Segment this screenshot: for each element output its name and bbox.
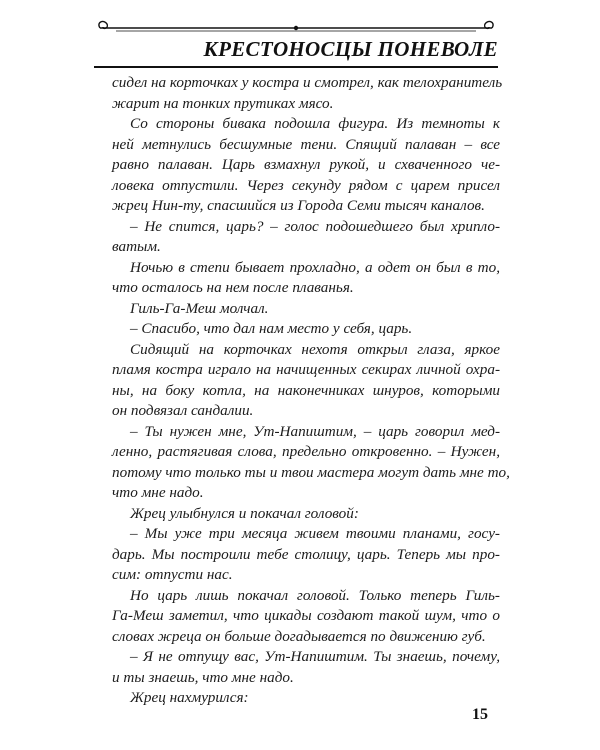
text-line: словах жреца он больше догадывается по движению губ. <box>112 627 486 645</box>
text-line: что мне надо. <box>112 484 204 501</box>
text-line: пламя костра играло на начищенных секирах личной охра- <box>112 361 500 378</box>
text-line: ватым. <box>112 238 161 255</box>
text-line: Га-Меш заметил, что цикады создают такой шум, что о <box>112 607 500 624</box>
text-line: и ты знаешь, что мне надо. <box>112 668 294 686</box>
text-line: жрец Нин-ту, спасшийся из Города Семи тысяч каналов. <box>112 197 485 214</box>
header-rule <box>94 66 498 68</box>
text-line: Сидящий на корточках нехотя открыл глаза, яркое <box>130 340 500 358</box>
text-line: он подвязал сандалии. <box>112 402 254 419</box>
running-title: КРЕСТОНОСЦЫ ПОНЕВОЛЕ <box>203 37 498 61</box>
text-line: Жрец улыбнулся и покачал головой: <box>130 504 359 522</box>
text-line: потому что только ты и твои мастера могут дать мне то, <box>112 463 510 481</box>
text-line: ны, на боку котла, на наконечниках шнуров, которыми <box>112 381 500 399</box>
text-line: ленно, растягивая слова, предельно откровенно. – Нужен, <box>112 443 500 460</box>
text-line: – Мы уже три месяца живем твоими планами, госу- <box>130 525 500 542</box>
text-line: равно палаван. Царь взмахнул рукой, и схваченного че- <box>112 156 500 173</box>
text-line: Ночью в степи бывает прохладно, а одет он был в то, <box>130 258 500 276</box>
text-line: Гиль-Га-Меш молчал. <box>130 299 269 317</box>
text-line: сидел на корточках у костра и смотрел, как телохранитель <box>112 74 503 91</box>
text-line: сим: отпусти нас. <box>112 566 233 583</box>
text-line: Но царь лишь покачал головой. Только теперь Гиль- <box>130 586 500 604</box>
page-number: 15 <box>472 706 488 723</box>
text-line: дарь. Мы построили тебе столицу, царь. Теперь мы про- <box>112 545 500 563</box>
text-line: – Я не отпущу вас, Ут-Напиштим. Ты знаешь, почему, <box>130 648 500 665</box>
text-line: – Ты нужен мне, Ут-Напиштим, – царь говорил мед- <box>130 422 500 440</box>
text-line: жарит на тонких прутиках мясо. <box>112 94 334 112</box>
text-line: ловека отпустили. Через секунду рядом с царем присел <box>112 176 500 194</box>
text-line: ней метнулись бесшумные тени. Спящий палаван – все <box>112 135 500 153</box>
text-line: что осталось на нем после плаванья. <box>112 279 354 296</box>
text-line: – Не спится, царь? – голос подошедшего был хрипло- <box>130 217 500 235</box>
text-line: Жрец нахмурился: <box>130 689 249 706</box>
text-line: Со стороны бивака подошла фигура. Из темноты к <box>130 115 500 132</box>
text-line: – Спасибо, что дал нам место у себя, царь. <box>130 320 413 337</box>
scroll-ornament-icon <box>94 18 498 36</box>
body-text <box>112 73 510 709</box>
